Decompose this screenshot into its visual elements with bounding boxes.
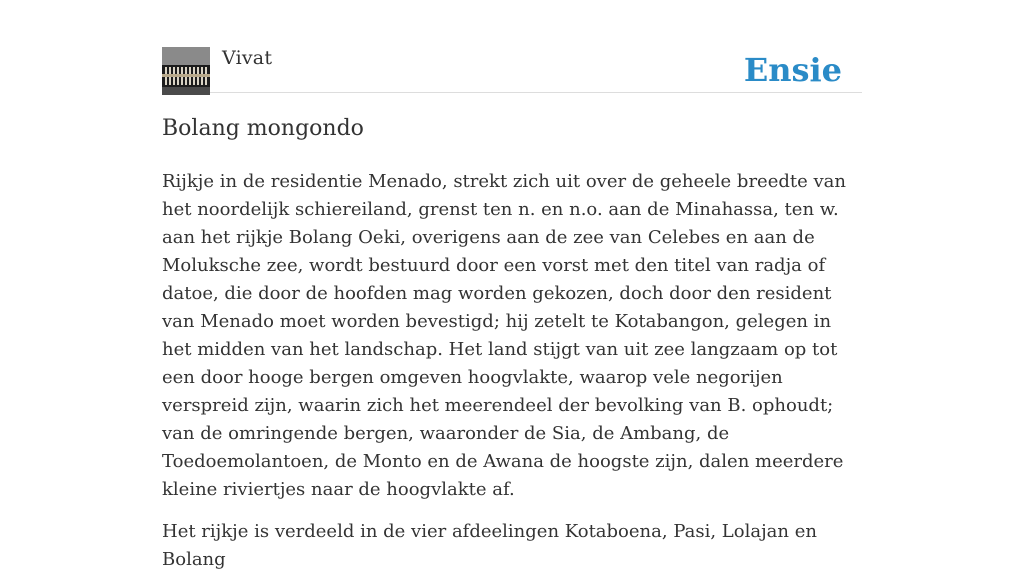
article-body xyxy=(162,168,866,588)
article-paragraph: Het rijkje is verdeeld in de vier afdeelingen Kotaboena, Pasi, Lolajan en Bolang xyxy=(162,521,817,570)
avatar-image xyxy=(162,47,210,95)
article-paragraph: Rijkje in de residentie Menado, strekt zich uit over de geheele breedte van het noordelijk schiereiland, grenst ten n. en n.o. aan de Minahassa, ten w. aan het rijkje Bolang Oeki, overigens aan de zee van Celebes en aan de Moluksche zee, wordt bestuurd door een vorst met den titel van radja of datoe, die door de hoofden mag worden gekozen, doch door den resident van Menado moet worden bevestigd; hij zetelt te Kotabangon, gelegen in het midden van het landschap. Het land stijgt van uit zee langzaam op tot een door hooge bergen omgeven hoogvlakte, waarop vele negorijen verspreid zijn, waarin zich het meerendeel der bevolking van B. ophoudt; van de omringende bergen, waaronder de Sia, de Ambang, de Toedoemolantoen, de Monto en de Awana de hoogste zijn, dalen meerdere kleine riviertjes naar de hoogvlakte af. xyxy=(162,171,846,500)
author-name[interactable]: Vivat xyxy=(222,47,273,69)
author-avatar[interactable] xyxy=(162,47,210,95)
article-title: Bolang mongondo xyxy=(162,116,364,141)
site-header xyxy=(162,46,862,93)
site-logo[interactable]: Ensie xyxy=(743,51,842,89)
